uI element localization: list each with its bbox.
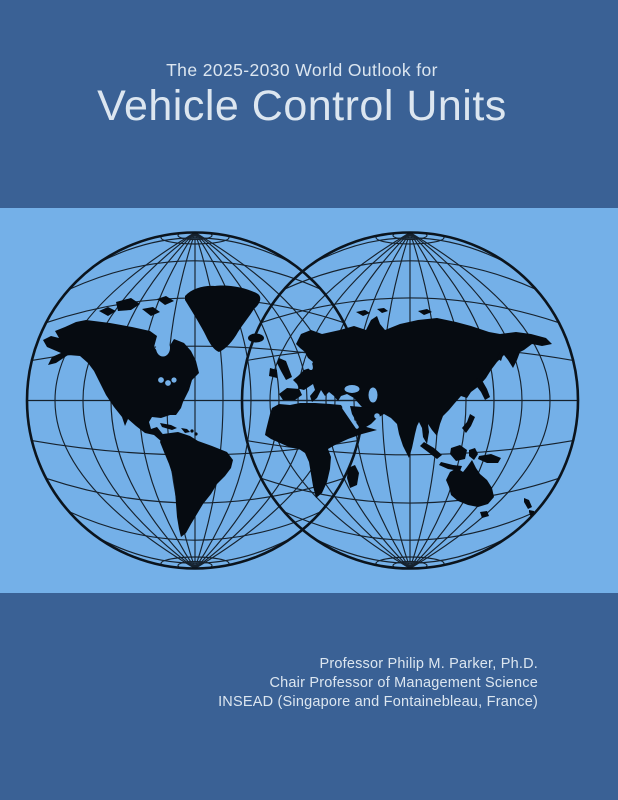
page-title: Vehicle Control Units: [97, 82, 507, 130]
author-block: [218, 655, 538, 712]
series-line: The 2025-2030 World Outlook for: [166, 60, 438, 80]
double-globe-world-map: [0, 208, 618, 593]
author-affiliation: INSEAD (Singapore and Fontainebleau, France): [218, 694, 538, 710]
author-name: Professor Philip M. Parker, Ph.D.: [319, 656, 538, 672]
author-title: Chair Professor of Management Science: [269, 675, 538, 691]
